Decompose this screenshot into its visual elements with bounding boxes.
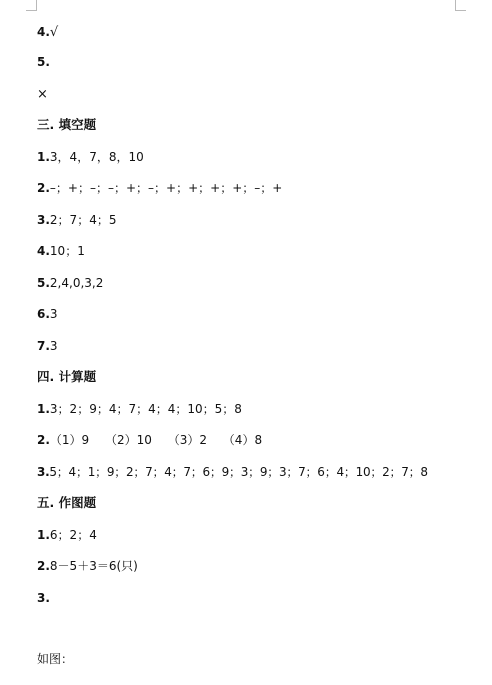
answer-text: –；+；–；–；+；–；+；+；+；+；–；+ — [49, 181, 283, 195]
item-number: 3. — [37, 465, 50, 479]
page-corner-mark-left — [26, 0, 37, 11]
item-number: 2. — [37, 559, 50, 573]
item-number: 1. — [37, 150, 50, 164]
answer-line — [37, 275, 103, 291]
item-number: 3. — [37, 213, 50, 227]
answer-line — [37, 527, 97, 543]
answer-text: 6；2；4 — [49, 528, 97, 542]
answer-text: 3，4，7，8，10 — [49, 150, 144, 164]
answer-line — [37, 86, 48, 103]
answer-line — [37, 558, 138, 574]
item-number: 7. — [37, 339, 50, 353]
answer-line — [37, 24, 58, 41]
item-number: 5. — [37, 276, 50, 290]
item-number: 2. — [37, 433, 50, 447]
answer-line — [37, 212, 116, 228]
answer-text: 8－5＋3＝6(只) — [49, 559, 138, 573]
answer-line — [37, 306, 58, 322]
answer-line — [37, 149, 144, 165]
section-heading: 五. 作图题 — [37, 495, 97, 510]
answer-line — [37, 432, 262, 448]
answer-text: （1）9 （2）10 （3）2 （4）8 — [49, 433, 263, 447]
answer-line — [37, 338, 58, 354]
check-mark: √ — [49, 25, 59, 40]
item-number: 3. — [37, 591, 50, 605]
answer-text: 如图： — [37, 652, 74, 666]
section-heading: 三. 填空题 — [37, 117, 97, 132]
answer-text: 3 — [49, 307, 58, 321]
item-number: 4. — [37, 244, 50, 258]
item-number: 5. — [37, 55, 50, 69]
answer-line — [37, 464, 428, 480]
item-number: 1. — [37, 528, 50, 542]
answer-text: 3；2；9；4；7；4；4；10；5；8 — [49, 402, 242, 416]
answer-text: 2；7；4；5 — [49, 213, 117, 227]
item-number: 2. — [37, 181, 50, 195]
answer-text: 5；4；1；9；2；7；4；7；6；9；3；9；3；7；6；4；10；2；7；8 — [49, 465, 428, 479]
answer-text: 3 — [49, 339, 58, 353]
item-number: 1. — [37, 402, 50, 416]
answer-line — [37, 401, 242, 417]
item-number: 6. — [37, 307, 50, 321]
item-number: 4. — [37, 25, 50, 39]
answer-line — [37, 54, 50, 70]
answer-line — [37, 651, 73, 667]
answer-line — [37, 243, 85, 259]
answer-text: 10；1 — [49, 244, 85, 258]
answer-text: 2,4,0,3,2 — [49, 276, 104, 290]
answer-line — [37, 590, 50, 606]
cross-mark: × — [37, 87, 48, 102]
section-heading: 四. 计算题 — [37, 369, 97, 384]
page-corner-mark-right — [455, 0, 466, 11]
answer-line — [37, 180, 282, 196]
